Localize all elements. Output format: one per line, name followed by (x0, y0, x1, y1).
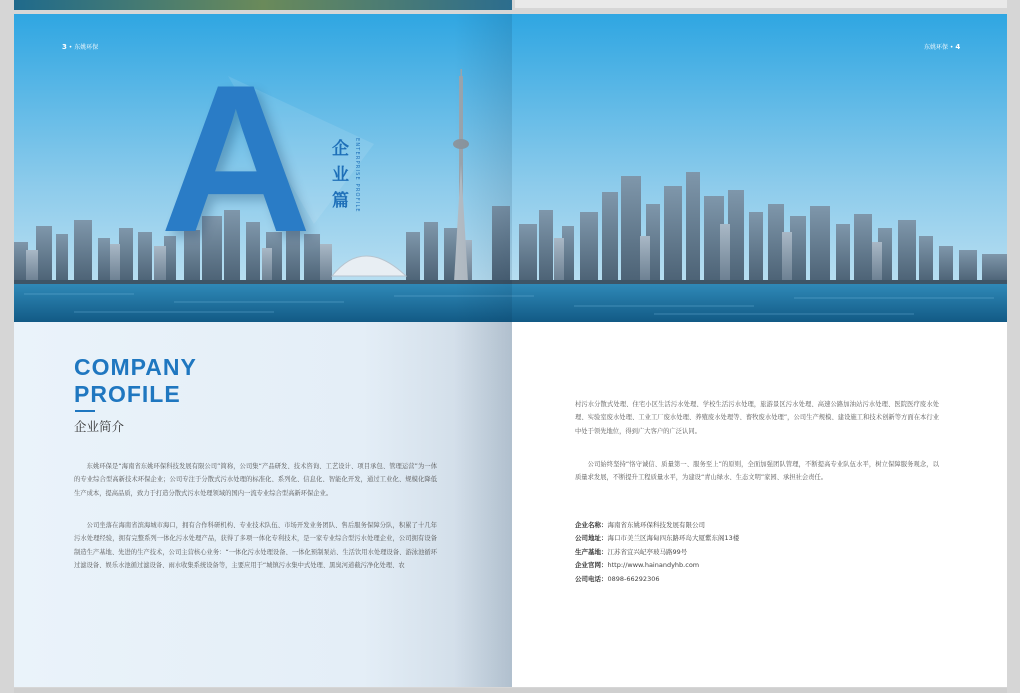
heading-line-1: COMPANY (74, 354, 197, 380)
heading-cn: 企业简介 (74, 419, 125, 434)
contact-value: 海口市美兰区海甸四东路环岛大厦紫东阁13楼 (607, 534, 740, 543)
left-page-number: 3 (62, 43, 67, 51)
contact-company-name (575, 519, 955, 532)
contact-label: 公司电话： (575, 574, 608, 583)
right-page-number: 4 (955, 43, 961, 51)
section-letter: A (160, 41, 312, 276)
left-folio-text: • 东姚环保 (68, 44, 99, 51)
heading-divider (75, 410, 95, 412)
contact-label: 生产基地： (575, 547, 608, 556)
left-paragraph-1: 东姚环保是“海南省东姚环保科技发展有限公司”简称，公司集“产品研发、技术咨询、工艺设计、项目承包、管理运营”为一体的专业综合型高新技术环保企业；公司专注于分散式污水处理的标准化、系列化、信息化、智能化开发，通过工业化、规模化降低生产成本，提高品质，致力于打造分散式污水处理领域的国内一流专业综合型高新环保企业。 (74, 463, 437, 497)
section-char-1: 企 (332, 139, 349, 159)
right-folio (924, 42, 960, 51)
contact-website (575, 559, 955, 572)
left-folio (62, 42, 98, 51)
previous-page-edge (515, 0, 1007, 8)
right-paragraph-1: 村污水分散式处理、住宅小区生活污水处理、学校生活污水处理，旅游景区污水处理、高速公路加油站污水处理、医院医疗废水处理、实验室废水处理、工业工厂废水处理、养殖废水处理等、畜牧废水处理”，公司生产规模、建设施工和技术创新等方面在本行业中处于领先地位，得到广大客户的广泛认同。 (575, 401, 939, 435)
section-char-2: 业 (332, 165, 349, 185)
contact-label: 企业官网： (575, 561, 608, 570)
contact-value[interactable]: http://www.hainandyhb.com (607, 561, 700, 570)
next-spread-edge (14, 688, 1007, 693)
section-title-en: ENTERPRISE PROFILE (354, 138, 360, 213)
brochure-spread (14, 14, 1007, 687)
contact-value: 0898-66292306 (607, 574, 660, 583)
section-title-cn (332, 136, 352, 214)
contact-value: 海南省东姚环保科技发展有限公司 (607, 521, 705, 529)
right-folio-text: 东姚环保 • (924, 44, 954, 51)
contact-production-base (575, 546, 955, 559)
contact-label: 公司地址： (575, 534, 608, 543)
left-paragraph-2: 公司坐落在海南省滨海城市海口，拥有合作科研机构、专业技术队伍、市场开发业务团队、售后服务保障分队，积累了十几年污水处理经验，拥有完整系列一体化污水处理产品，获得了多项一体化专利技术，是一家专业综合型污水处理企业，公司拥有设备制造生产基地、先进的生产技术，公司主营核心业务：“一体化污水处理设备、一体化预制泵站、生活饮用水处理设备、游泳池循环过滤设备、娱乐水池循过滤设备、雨水收集系统设备等，主要应用于“城镇污水集中式处理、黑臭河道截污净化处理、农 (74, 522, 437, 570)
contact-value: 江苏省宜兴屺亭玻马路99号 (607, 547, 688, 556)
contact-info (575, 519, 955, 586)
contact-label: 企业名称： (575, 521, 608, 529)
heading-line-2: PROFILE (74, 381, 181, 407)
contact-phone (575, 573, 955, 586)
previous-spread-edge (14, 0, 512, 10)
company-profile-heading (74, 354, 197, 408)
right-paragraph-2: 公司始终坚持“恪守诚信、质量第一、服务至上”的原则，全面加强团队管理，不断提高专业队伍水平，树立保障服务观念，以质量求发展，不断提升工程质量水平，为建设“青山绿水、生态文明”家园、承担社会责任。 (575, 461, 939, 482)
section-char-3: 篇 (332, 191, 349, 211)
contact-address (575, 532, 955, 545)
